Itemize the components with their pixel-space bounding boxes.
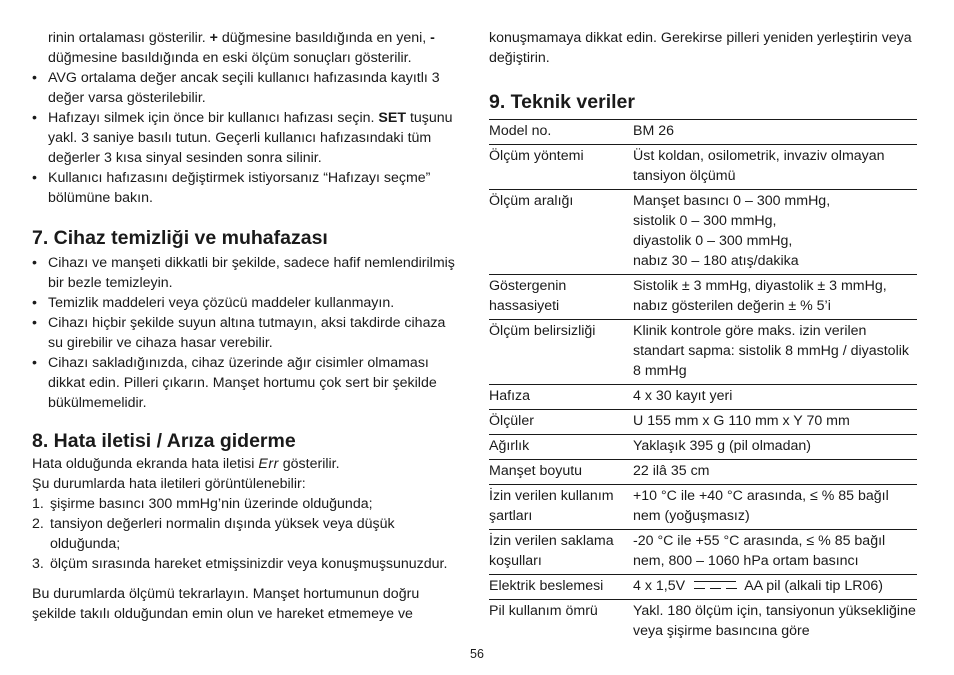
error-message-line: Hata olduğunda ekranda hata iletisi Err gösterilir. xyxy=(32,456,340,472)
table-row: Ölçüm yöntemi Üst koldan, osilometrik, invaziv olmayan tansiyon ölçümü xyxy=(489,145,917,190)
set-key-label: SET xyxy=(378,110,406,126)
list-item: • AVG ortalama değer ancak seçili kullanıcı hafızasında kayıtlı 3 değer varsa gösterilebilir. xyxy=(32,68,460,108)
page-number: 56 xyxy=(470,647,484,661)
table-row: Ölçüm belirsizliği Klinik kontrole göre maks. izin verilen standart sapma: sistolik 8 mmHg / diyastolik 8 mmHg xyxy=(489,320,917,385)
list-item: • Temizlik maddeleri veya çözücü maddeler kullanmayın. xyxy=(32,293,460,313)
table-row: Ağırlık Yaklaşık 395 g (pil olmadan) xyxy=(489,435,917,460)
table-row: İzin verilen saklama koşulları -20 °C ile +55 °C arasında, ≤ % 85 bağıl nem, 800 – 1060 hPa ortam basıncı xyxy=(489,530,917,575)
table-row: Ölçüm aralığı Manşet basıncı 0 – 300 mmHg, sistolik 0 – 300 mmHg, diyastolik 0 – 300 mmHg, nabız 30 – 180 atış/dakika xyxy=(489,190,917,275)
table-row: Pil kullanım ömrü Yakl. 180 ölçüm için, tansiyonun yüksekliğine veya şişirme basıncına göre xyxy=(489,600,917,645)
memory-intro-text: rinin ortalaması gösterilir. + düğmesine basıldığında en yeni, - düğmesine basıldığında en eski ölçüm sonuçları gösterilir. xyxy=(48,30,435,66)
left-column xyxy=(32,28,460,624)
list-item: • Kullanıcı hafızasını değiştirmek istiyorsanız “Hafızayı seçme” bölümüne bakın. xyxy=(32,168,460,208)
list-item: • Cihazı ve manşeti dikkatli bir şekilde, sadece hafif nemlendirilmiş bir bezle temizleyin. xyxy=(32,253,460,293)
spec-table xyxy=(489,119,917,644)
section-8-heading: 8. Hata iletisi / Arıza giderme xyxy=(32,430,296,452)
table-row: Manşet boyutu 22 ilâ 35 cm xyxy=(489,460,917,485)
table-row: Hafıza 4 x 30 kayıt yeri xyxy=(489,385,917,410)
list-item: 1. şişirme basıncı 300 mmHg’nin üzerinde olduğunda; xyxy=(32,496,373,512)
list-item: • Cihazı sakladığınızda, cihaz üzerinde ağır cisimler olmaması dikkat edin. Pilleri çıkarın. Manşet hortumu çok sert bir şekilde bükülmemelidir. xyxy=(32,353,460,413)
table-row: Model no. BM 26 xyxy=(489,120,917,145)
section-7-list xyxy=(32,253,460,413)
memory-bullets xyxy=(32,68,460,208)
table-row: Ölçüler U 155 mm x G 110 mm x Y 70 mm xyxy=(489,410,917,435)
table-row: Elektrik beslemesi 4 x 1,5V AA pil (alkali tip LR06) xyxy=(489,575,917,600)
err-display-symbol: Err xyxy=(258,456,279,472)
right-column xyxy=(489,28,917,644)
minus-symbol: - xyxy=(430,30,435,46)
plus-symbol: + xyxy=(209,30,218,46)
list-item: 2. tansiyon değerleri normalin dışında yüksek veya düşük olduğunda; xyxy=(32,516,395,552)
section-7-heading: 7. Cihaz temizliği ve muhafazası xyxy=(32,227,328,249)
dc-voltage-icon xyxy=(692,579,738,591)
right-intro-text: konuşmamaya dikkat edin. Gerekirse pilleri yeniden yerleştirin veya değiştirin. xyxy=(489,30,912,66)
error-cases-list xyxy=(32,494,460,574)
error-cases-intro: Şu durumlarda hata iletileri görüntülenebilir: xyxy=(32,476,306,492)
list-item: • Hafızayı silmek için önce bir kullanıcı hafızası seçin. SET tuşunu yakl. 3 saniye basılı tutun. Geçerli kullanıcı hafızasındaki tüm değerler 3 kısa sinyal sesinden sonra silinir. xyxy=(32,108,460,168)
section-9-heading: 9. Teknik veriler xyxy=(489,91,635,113)
table-row: İzin verilen kullanım şartları +10 °C ile +40 °C arasında, ≤ % 85 bağıl nem (yoğuşmasız) xyxy=(489,485,917,530)
list-item: • Cihazı hiçbir şekilde suyun altına tutmayın, aksi takdirde cihaza su girebilir ve cihaza hasar verebilir. xyxy=(32,313,460,353)
error-outro-text: Bu durumlarda ölçümü tekrarlayın. Manşet hortumunun doğru şekilde takılı olduğundan emin olun ve hareket etmemeye ve xyxy=(32,586,420,622)
list-item: 3. ölçüm sırasında hareket etmişsinizdir veya konuşmuşsunuzdur. xyxy=(32,556,448,572)
table-row: Göstergenin hassasiyeti Sistolik ± 3 mmHg, diyastolik ± 3 mmHg, nabız gösterilen değerin ± % 5’i xyxy=(489,275,917,320)
